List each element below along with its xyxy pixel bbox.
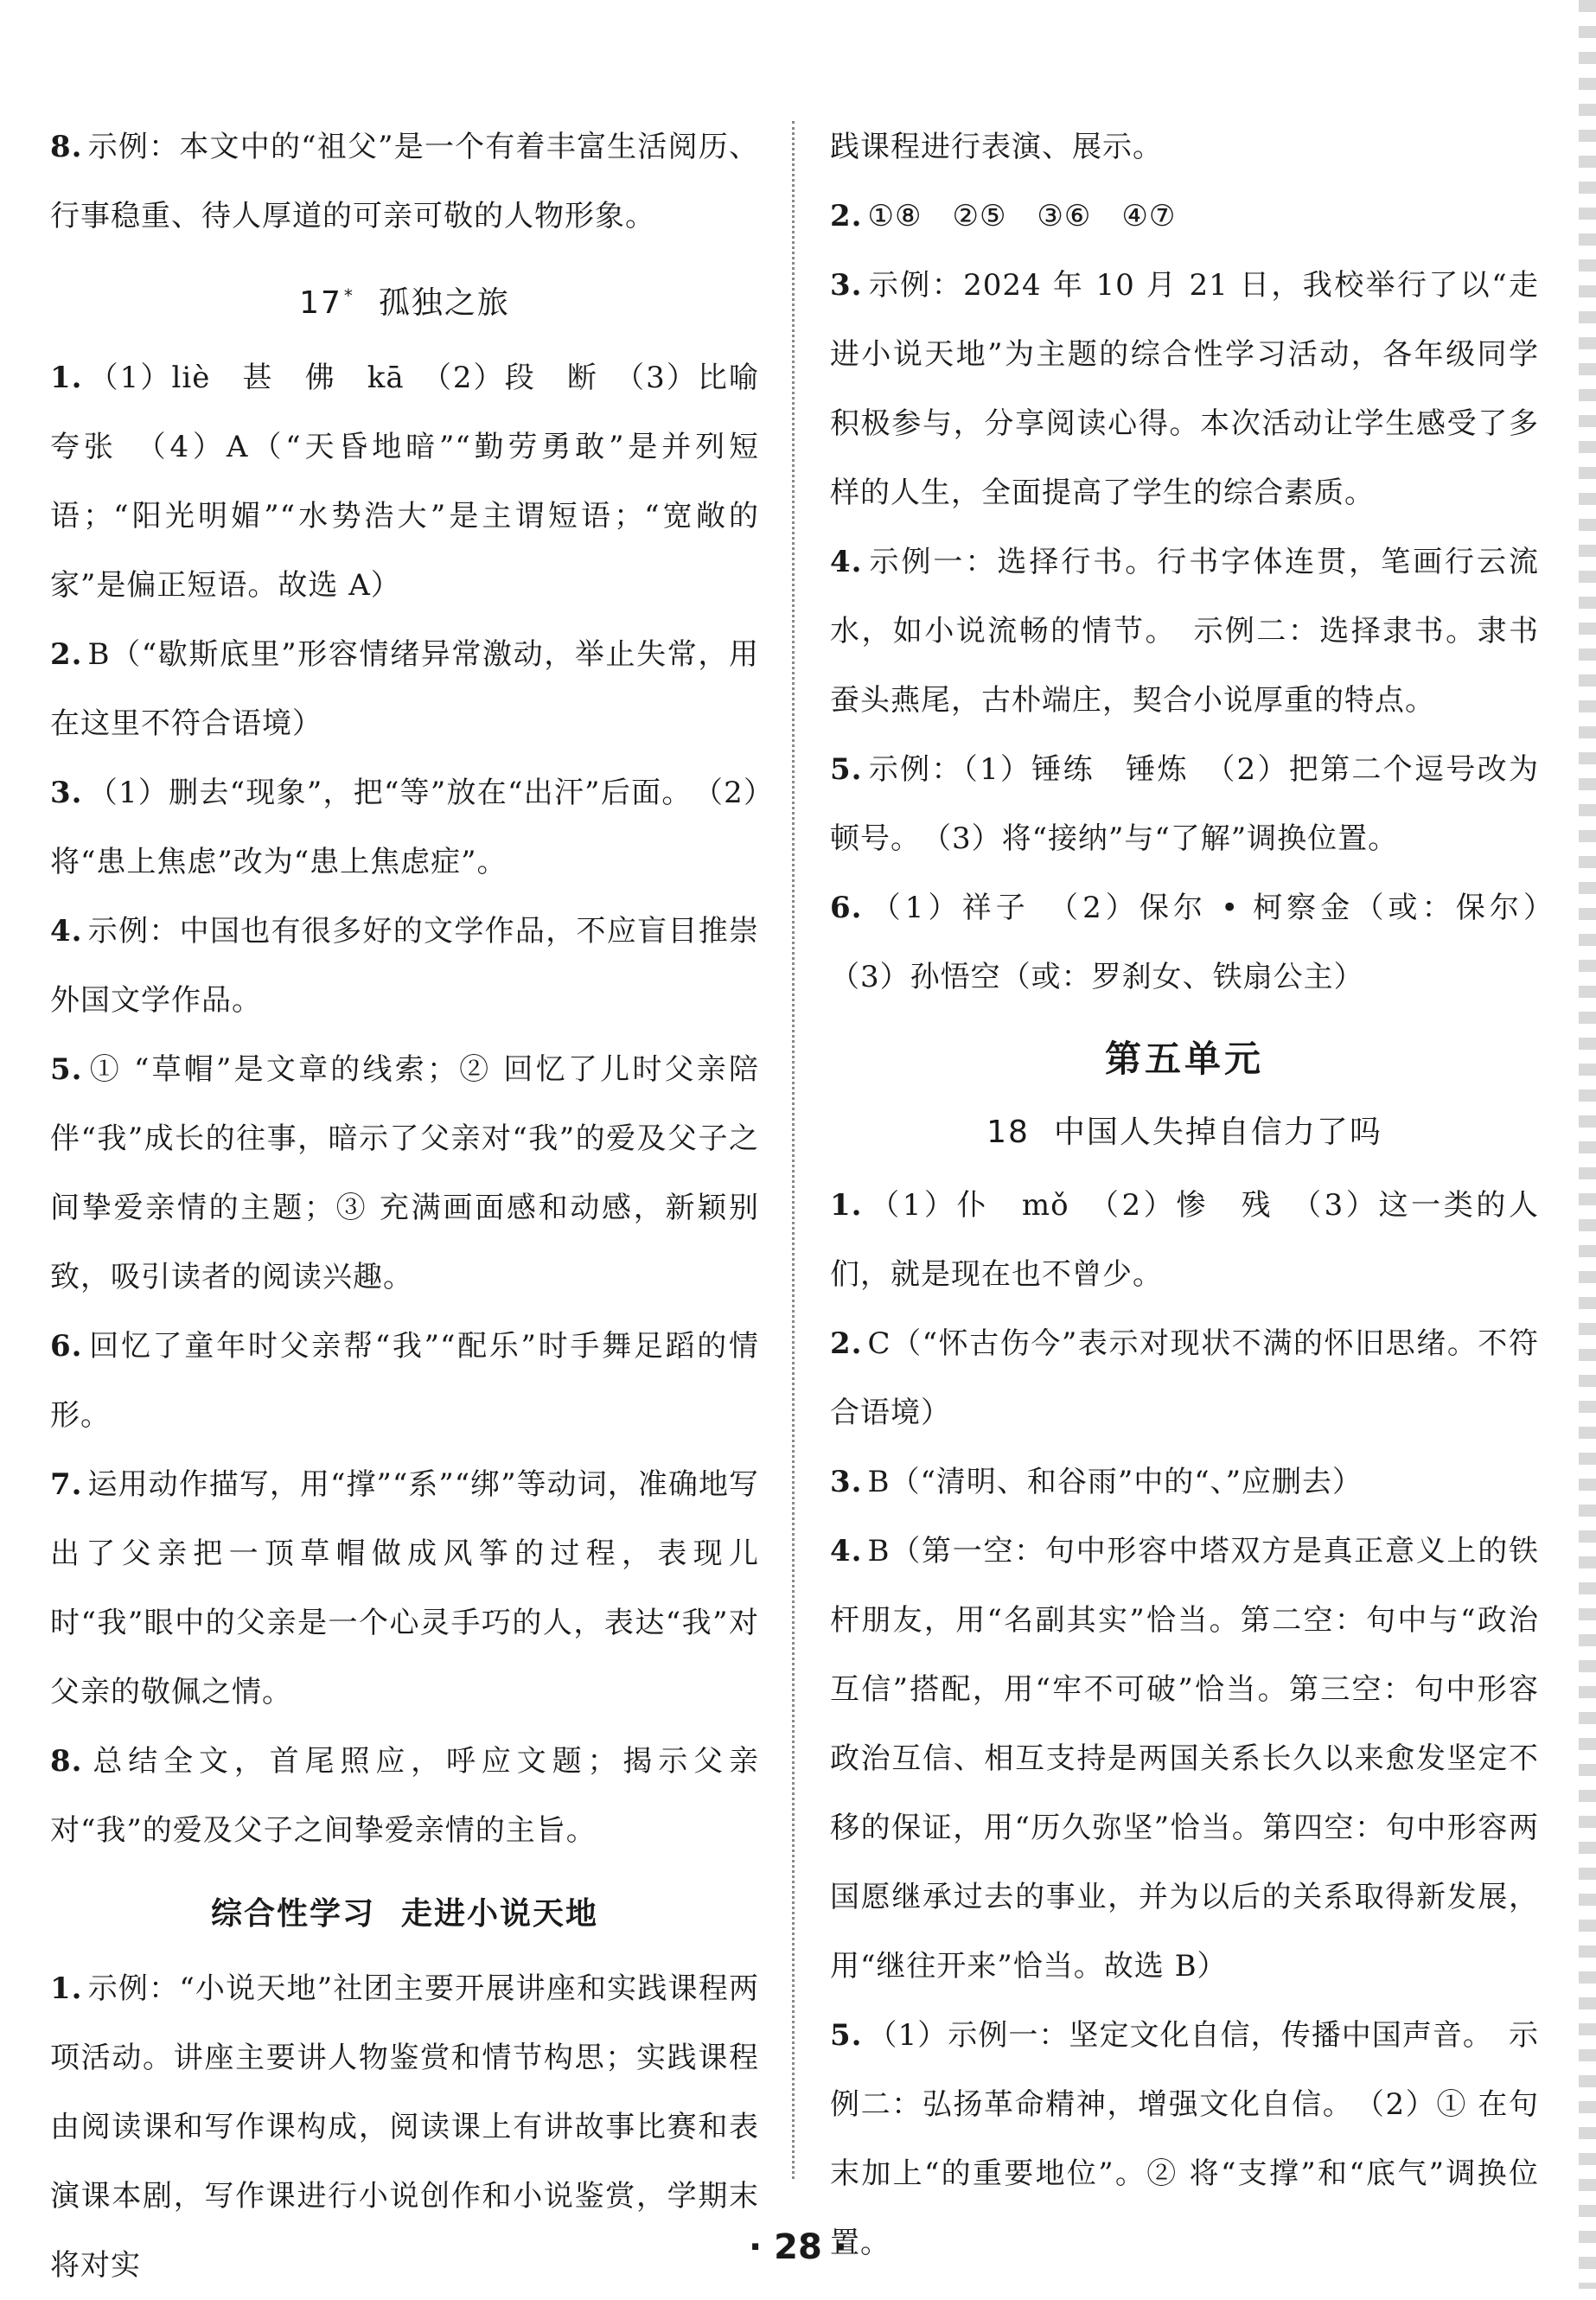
answer-item [50,620,759,758]
answer-number: 2. [830,199,863,233]
lesson-number-text: 17 [299,285,342,321]
answer-number: 4. [830,545,863,579]
answer-number: 6. [50,1329,83,1364]
answer-item [830,527,1539,735]
answer-number: 6. [830,891,863,925]
answer-text: ①⑧ ②⑤ ③⑥ ④⑦ [867,199,1177,233]
lesson-17-heading [50,261,759,338]
answer-text: （1）删去“现象”，把“等”放在“出汗”后面。 （2）将“患上焦虑”改为“患上焦虑症”。 [50,776,759,879]
answer-text: ① “草帽”是文章的线索；② 回忆了儿时父亲陪伴“我”成长的往事，暗示了父亲对“我”的爱及父子之间挚爱亲情的主题；③ 充满画面感和动感，新颖别致，吸引读者的阅读兴趣。 [50,1052,759,1294]
zonghe-title: 综合性学习 [210,1896,375,1932]
answer-item [830,735,1539,873]
answer-item [50,1450,759,1727]
zonghe-heading [50,1879,759,1949]
answer-text: B（“清明、和谷雨”中的“、”应删去） [867,1465,1363,1499]
answer-item [830,1447,1539,1517]
answer-text: B（第一空：句中形容中塔双方是真正意义上的铁杆朋友，用“名副其实”恰当。第二空：句中与“政治互信”搭配，用“牢不可破”恰当。第三空：句中形容政治互信、相互支持是两国关系长久以来愈发坚定不移的保证，用“历久弥坚”恰当。第四空：句中形容两国愿继承过去的事业，并为以后的关系取得新发展，用“继往开来”恰当。故选 B） [830,1534,1539,1984]
answer-text: （1）示例一：坚定文化自信，传播中国声音。 示例二：弘扬革命精神，增强文化自信。 （2）① 在句末加上“的重要地位”。② 将“支撑”和“底气”调换位置。 [830,2018,1539,2260]
answer-number: 5. [830,2018,863,2053]
answer-item [50,897,759,1035]
answer-number: 4. [830,1534,863,1568]
answer-number: 4. [50,914,83,949]
answer-number: 2. [830,1326,863,1361]
answer-number: 8. [50,1744,83,1779]
answer-number: 1. [50,1971,83,2006]
answer-number: 2. [50,637,83,672]
answer-text: 示例：本文中的“祖父”是一个有着丰富生活阅历、行事稳重、待人厚道的可亲可敬的人物形象。 [50,130,759,233]
answer-number: 5. [830,752,863,787]
answer-number: 7. [50,1467,83,1502]
answer-item [50,1727,759,1865]
answer-item [830,251,1539,527]
answer-text: （1）liè 甚 佛 kā （2）段 断 （3）比喻 夸张 （4）A（“天昏地暗”“勤劳勇敢”是并列短语；“阳光明媚”“水势浩大”是主谓短语；“宽敞的家”是偏正短语。故选 A） [50,361,789,603]
answer-item [830,1309,1539,1447]
answer-item [830,1517,1539,2001]
right-column [830,112,1569,2278]
page-number: · 28 · [749,2227,847,2267]
answer-text: 回忆了童年时父亲帮“我”“配乐”时手舞足蹈的情形。 [50,1329,759,1433]
lesson-18-heading [830,1098,1539,1167]
answer-text: （1）祥子 （2）保尔 • 柯察金（或：保尔） （3）孙悟空（或：罗刹女、铁扇公主） [830,891,1569,994]
zonghe-subtitle: 走进小说天地 [401,1895,599,1932]
answer-item [50,112,759,251]
answer-number: 3. [830,1465,863,1499]
left-column [50,112,789,2300]
answer-text: 运用动作描写，用“撑”“系”“绑”等动词，准确地写出了父亲把一顶草帽做成风筝的过程，表现儿时“我”眼中的父亲是一个心灵手巧的人，表达“我”对父亲的敬佩之情。 [50,1467,759,1709]
answer-number: 3. [50,776,83,810]
answer-item [50,1035,759,1312]
answer-text: （1）仆 mǒ （2）惨 残 （3）这一类的人们，就是现在也不曾少。 [830,1188,1539,1292]
answer-item [50,343,789,620]
answer-number: 5. [50,1052,83,1087]
answer-text: 示例一：选择行书。行书字体连贯，笔画行云流水，如小说流畅的情节。 示例二：选择隶书。隶书蚕头燕尾，古朴端庄，契合小说厚重的特点。 [830,545,1539,718]
answer-text: 示例：2024 年 10 月 21 日，我校举行了以“走进小说天地”为主题的综合性学习活动，各年级同学积极参与，分享阅读心得。本次活动让学生感受了多样的人生，全面提高了学生的综合素质。 [830,268,1539,510]
answer-item [830,1171,1539,1309]
unit-title: 第五单元 [1104,1038,1264,1080]
answer-number: 8. [50,130,83,164]
answer-continuation: 践课程进行表演、展示。 [830,130,1163,164]
answer-number: 1. [830,1188,863,1223]
answer-number: 3. [830,268,863,303]
lesson-title: 孤独之旅 [378,285,510,321]
answer-text: 示例：中国也有很多好的文学作品，不应盲目推崇外国文学作品。 [50,914,759,1018]
answer-item [50,1312,759,1450]
answer-number: 1. [50,361,83,395]
lesson-title: 中国人失掉自信力了吗 [1053,1115,1382,1150]
answer-text: B（“歇斯底里”形容情绪异常激动，举止失常，用在这里不符合语境） [50,637,759,741]
page-edge-stripes [1579,0,1596,2289]
answer-item [830,873,1569,1012]
lesson-number [299,285,354,321]
column-divider [792,121,795,2179]
answer-text: 示例：“小说天地”社团主要开展讲座和实践课程两项活动。讲座主要讲人物鉴赏和情节构思；实践课程由阅读课和写作课构成，阅读课上有讲故事比赛和表演课本剧，写作课进行小说创作和小说鉴赏，学期末将对实 [50,1971,759,2283]
answer-text: C（“怀古伤今”表示对现状不满的怀旧思绪。不符合语境） [830,1326,1539,1430]
lesson-number: 18 [986,1115,1030,1150]
lesson-asterisk: * [343,285,354,306]
answer-text: 总结全文，首尾照应，呼应文题；揭示父亲对“我”的爱及父子之间挚爱亲情的主旨。 [50,1744,759,1848]
answer-text: 示例：（1）锤练 锤炼 （2）把第二个逗号改为顿号。 （3）将“接纳”与“了解”调换位置。 [830,752,1539,856]
answer-item [830,182,1539,251]
answer-item [50,758,759,897]
